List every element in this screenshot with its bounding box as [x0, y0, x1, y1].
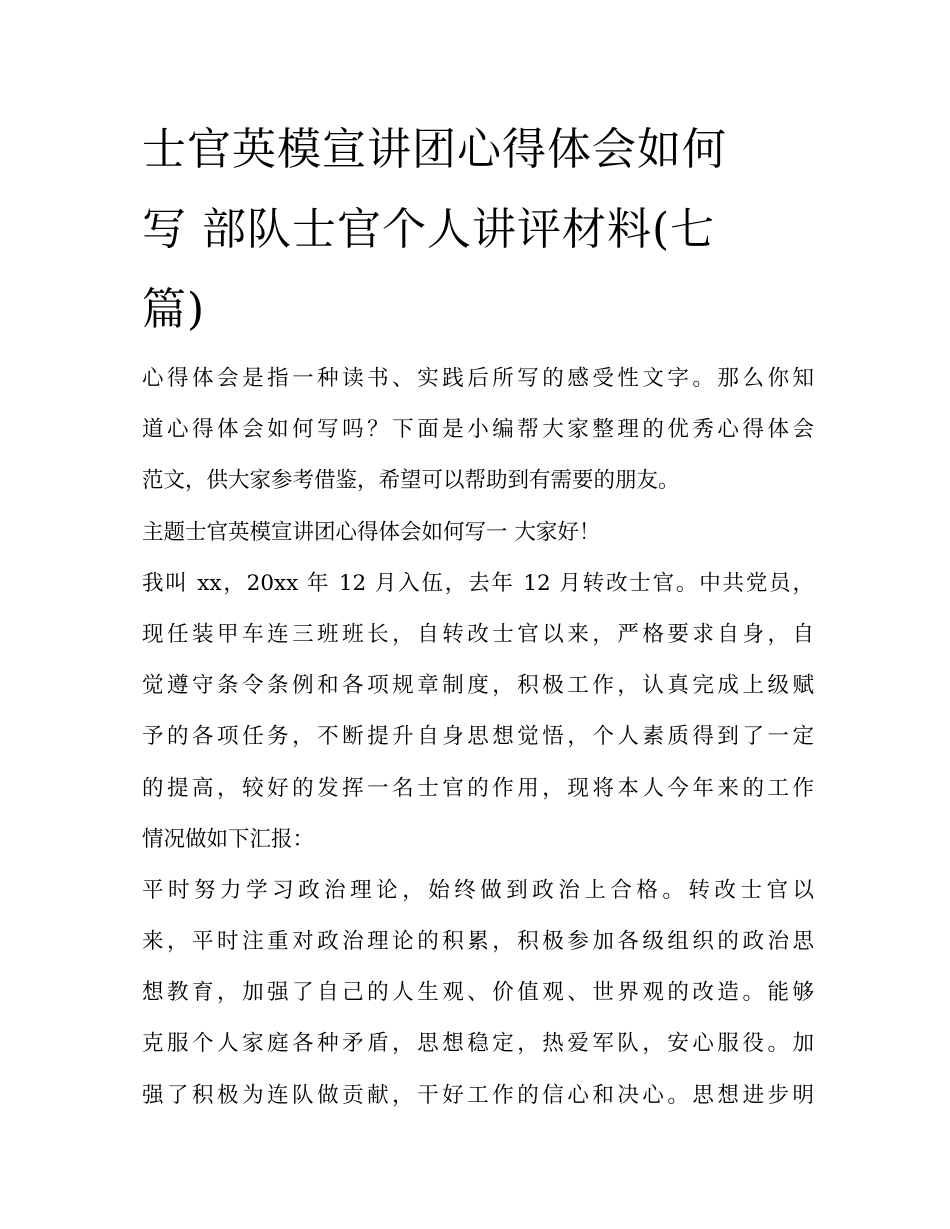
body-line-9: 的提高，较好的发挥一名士官的作用，现将本人今年来的工作 [142, 775, 814, 801]
body-line-6: 现任装甲车连三班班长，自转改士官以来，严格要求自身，自 [142, 621, 814, 647]
body-line-8: 予的各项任务，不断提升自身思想觉悟，个人素质得到了一定 [142, 724, 814, 750]
body-line-3: 范文，供大家参考借鉴，希望可以帮助到有需要的朋友。 [142, 468, 680, 494]
title-line-2: 写 部队士官个人讲评材料(七 [142, 204, 716, 255]
document-title [142, 110, 812, 350]
title-line-3: 篇) [142, 284, 206, 335]
body-line-10: 情况做如下汇报： [142, 826, 315, 852]
body-line-11: 平时努力学习政治理论，始终做到政治上合格。转改士官以 [142, 877, 814, 903]
body-line-12: 来，平时注重对政治理论的积累，积极参加各级组织的政治思 [142, 929, 814, 955]
body-line-15: 强了积极为连队做贡献，干好工作的信心和决心。思想进步明 [142, 1082, 814, 1108]
title-line-1: 士官英模宣讲团心得体会如何 [142, 124, 727, 175]
document-body [142, 353, 814, 1121]
body-line-1: 心得体会是指一种读书、实践后所写的感受性文字。那么你知 [142, 366, 814, 391]
body-line-5: 我叫 xx，20xx 年 12 月入伍，去年 12 月转改士官。中共党员， [142, 570, 814, 596]
body-line-13: 想教育，加强了自己的人生观、价值观、世界观的改造。能够 [142, 980, 814, 1006]
body-line-2: 道心得体会如何写吗？下面是小编帮大家整理的优秀心得体会 [142, 417, 814, 443]
body-line-7: 觉遵守条令条例和各项规章制度，积极工作，认真完成上级赋 [142, 673, 814, 699]
body-line-4: 主题士官英模宣讲团心得体会如何写一 大家好！ [142, 519, 601, 545]
body-line-14: 克服个人家庭各种矛盾，思想稳定，热爱军队，安心服役。加 [142, 1031, 814, 1057]
